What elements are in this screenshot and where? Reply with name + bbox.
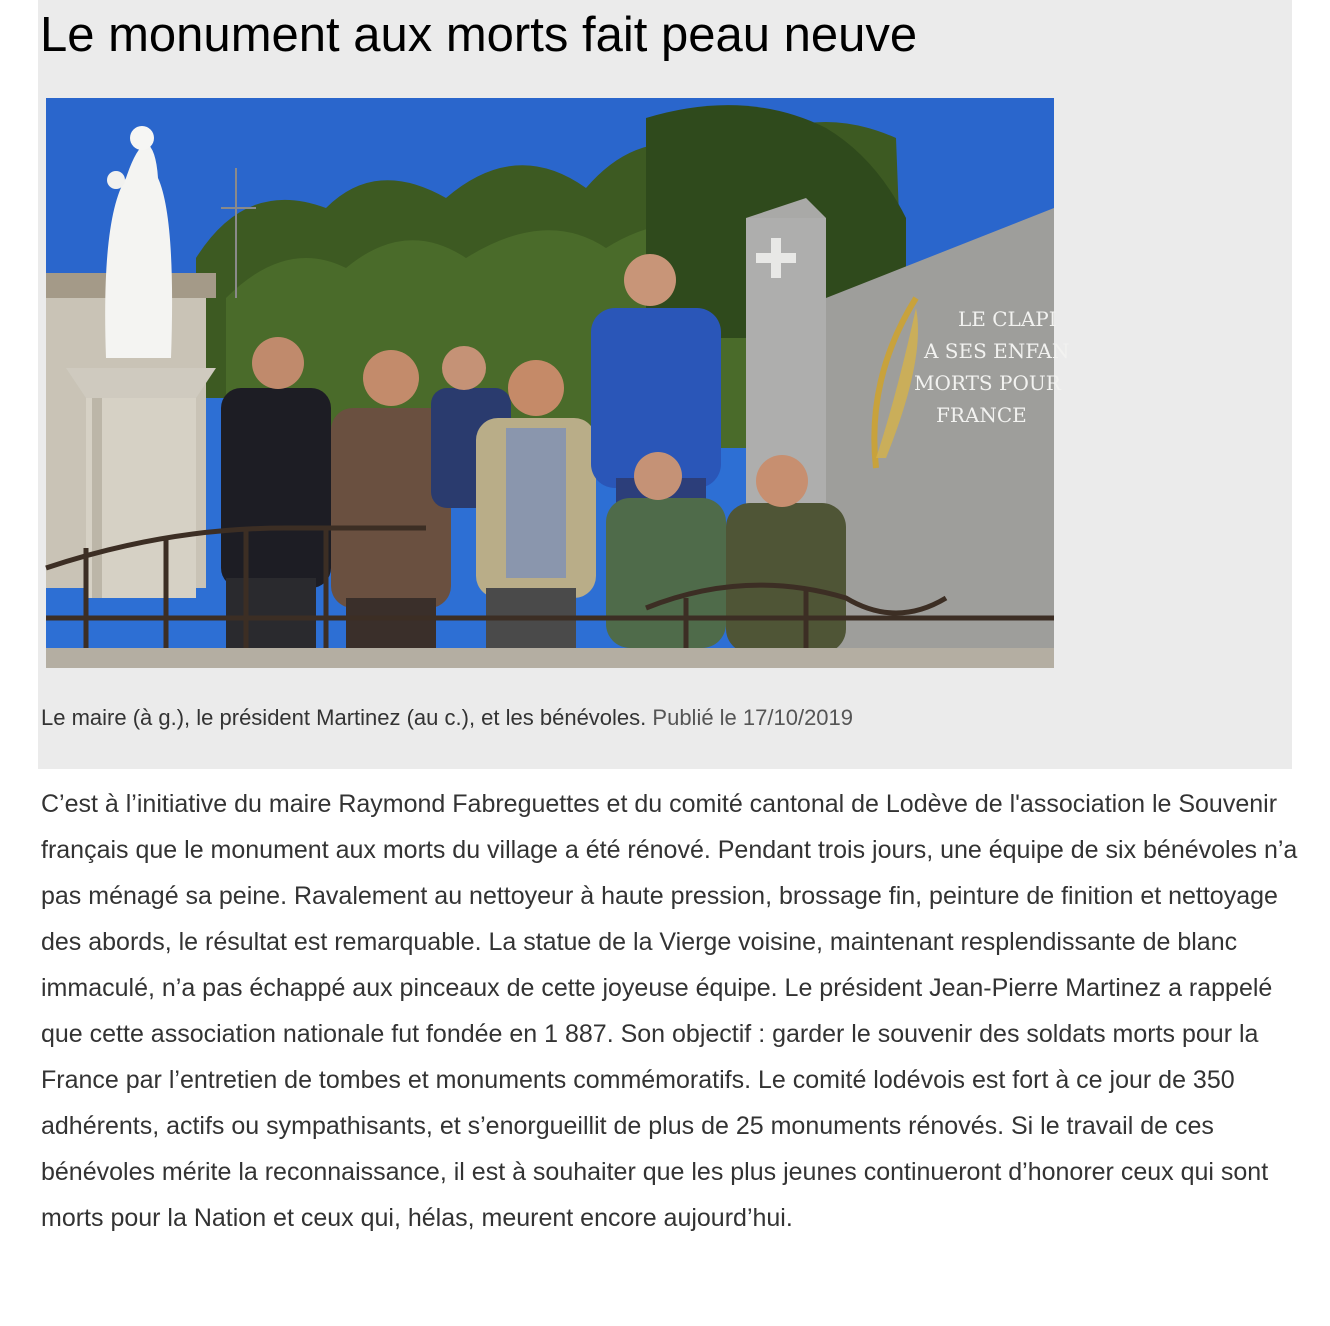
article-body: C’est à l’initiative du maire Raymond Fabreguettes et du comité cantonal de Lodève de l'association le Souvenir français que le monument aux morts du village a été rénové. Pendant trois jours, une équipe de six bénévoles n’a pas ménagé sa peine. Ravalement au nettoyeur à haute pression, brossage fin, peinture de finition et nettoyage des abords, le résultat est remarquable. La statue de la Vierge voisine, maintenant resplendissante de blanc immaculé, n’a pas échappé aux pinceaux de cette joyeuse équipe. Le président Jean-Pierre Martinez a rappelé que cette association nationale fut fondée en 1 887. Son objectif : garder le souvenir des soldats morts pour la France par l’entretien de tombes et monuments commémoratifs. Le comité lodévois est fort à ce jour de 350 adhérents, actifs ou sympathisants, et s’enorgueillit de plus de 25 monuments rénovés. Si le travail de ces bénévoles mérite la reconnaissance, il est à souhaiter que les plus jeunes continueront d’honorer ceux qui sont morts pour la Nation et ceux qui, hélas, meurent encore aujourd’hui. [41, 790, 1298, 1232]
inscription-line-4: FRANCE [936, 403, 1027, 427]
page-title: Le monument aux morts fait peau neuve [40, 8, 918, 62]
photo-caption [41, 702, 853, 734]
publication-date: Publié le 17/10/2019 [652, 705, 854, 730]
inscription-line-1: LE CLAPI [958, 307, 1057, 331]
inscription-line-2: A SES ENFAN [924, 339, 1070, 363]
caption-text: Le maire (à g.), le président Martinez (au c.), et les bénévoles. [41, 705, 647, 730]
inscription-line-3: MORTS POUR [914, 371, 1061, 395]
article-photo [46, 98, 1070, 668]
